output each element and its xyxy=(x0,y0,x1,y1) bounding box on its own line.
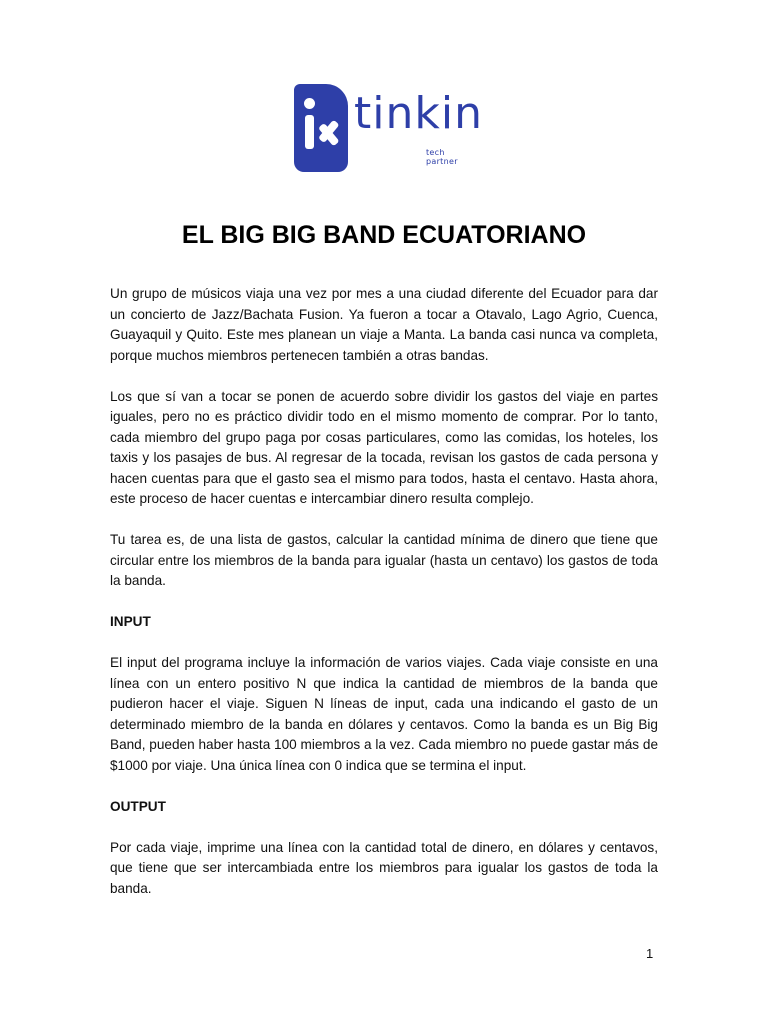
paragraph-output: Por cada viaje, imprime una línea con la cantidad total de dinero, en dólares y centavos, que tiene que ser intercambiada entre los miembros para igualar los gastos de toda la banda. xyxy=(110,839,658,896)
document-body xyxy=(110,284,658,899)
document-title: EL BIG BIG BAND ECUATORIANO xyxy=(181,221,587,249)
logo-wordmark: tinkin xyxy=(354,88,483,139)
paragraph-expenses: Los que sí van a tocar se ponen de acuerdo sobre dividir los gastos del viaje en partes iguales, pero no es práctico dividir todo en el mismo momento de comprar. Por lo tanto, cada miembro del grupo paga por cosas particulares, como las comidas, los hoteles, los taxis y los pasajes de bus. Al regresar de la tocada, revisan los gastos de cada persona y hacen cuentas para que el gasto sea el mismo para todos, hasta el centavo. Hasta ahora, este proceso de hacer cuentas e intercambiar dinero resulta complejo. xyxy=(110,388,658,506)
page-number: 1 xyxy=(646,946,654,961)
heading-output: OUTPUT xyxy=(110,798,166,814)
tinkin-logo xyxy=(294,84,483,174)
logo-mark-icon xyxy=(294,84,348,172)
heading-input: INPUT xyxy=(110,614,151,629)
paragraph-task: Tu tarea es, de una lista de gastos, calcular la cantidad mínima de dinero que tiene que circular entre los miembros de la banda para igualar (hasta un centavo) los gastos de toda la banda. xyxy=(110,532,658,588)
paragraph-input: El input del programa incluye la información de varios viajes. Cada viaje consiste en una línea con un entero positivo N que indica la cantidad de miembros de la banda que pudieron hacer el viaje. Siguen N líneas de input, cada una indicando el gasto de un determinado miembro de la banda en dólares y centavos. Como la banda es un Big Big Band, pueden haber hasta 100 miembros a la vez. Cada miembro no puede gastar más de $1000 por viaje. Una única línea con 0 indica que se termina el input. xyxy=(110,655,658,773)
logo-tagline: tech partner xyxy=(426,148,458,166)
paragraph-intro: Un grupo de músicos viaja una vez por mes a una ciudad diferente del Ecuador para dar un concierto de Jazz/Bachata Fusion. Ya fueron a tocar a Otavalo, Lago Agrio, Cuenca, Guayaquil y Quito. Este mes planean un viaje a Manta. La banda casi nunca va completa, porque muchos miembros pertenecen también a otras bandas. xyxy=(110,286,658,363)
